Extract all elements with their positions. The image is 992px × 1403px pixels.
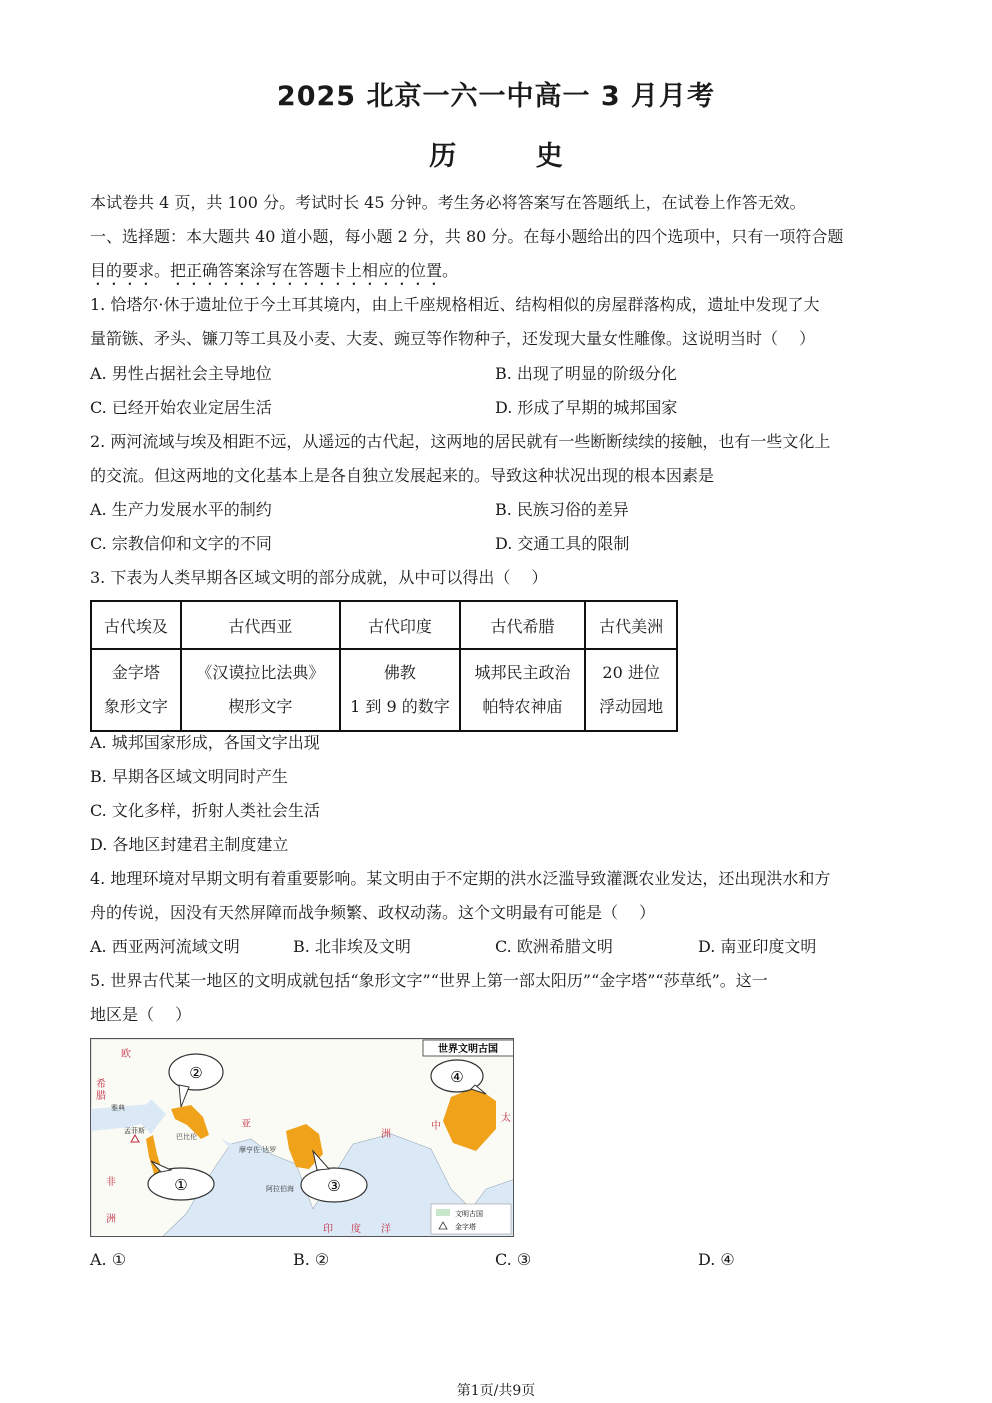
section-heading-line1: 一、选择题：本大题共 40 道小题，每小题 2 分，共 80 分。在每小题给出的四个选项中，只有一项符合题 bbox=[90, 227, 844, 246]
q4-option-c[interactable]: C. 欧洲希腊文明 bbox=[495, 937, 613, 956]
label-africa-1: 非 bbox=[106, 1177, 116, 1188]
q5-stem-line1: 5. 世界古代某一地区的文明成就包括“象形文字”“世界上第一部太阳历”“金字塔”“莎草纸”。这一 bbox=[90, 971, 768, 990]
cell-line: 浮动园地 bbox=[599, 697, 664, 716]
label-athens: 雅典 bbox=[111, 1104, 125, 1112]
q1-option-d[interactable]: D. 形成了早期的城邦国家 bbox=[495, 398, 678, 417]
label-pacific: 太 bbox=[501, 1113, 511, 1124]
table-header-cell: 古代美洲 bbox=[585, 601, 677, 649]
table-header-cell: 古代希腊 bbox=[460, 601, 586, 649]
table-cell bbox=[181, 649, 340, 731]
table-header-row bbox=[91, 601, 677, 649]
q4-stem-line1: 4. 地理环境对早期文明有着重要影响。某文明由于不定期的洪水泛滥导致灌溉农业发达，还出现洪水和方 bbox=[90, 869, 831, 888]
q5-option-c[interactable]: C. ③ bbox=[495, 1250, 532, 1269]
label-asia-2: 洲 bbox=[381, 1129, 391, 1140]
legend-swatch-civ bbox=[436, 1209, 450, 1216]
exam-instructions: 本试卷共 4 页，共 100 分。考试时长 45 分钟。考生务必将答案写在答题纸上，在试卷上作答无效。 bbox=[90, 193, 806, 212]
q1-option-b[interactable]: B. 出现了明显的阶级分化 bbox=[495, 364, 677, 383]
marker-4: ④ bbox=[450, 1068, 464, 1086]
cell-line: 1 到 9 的数字 bbox=[350, 697, 450, 716]
q4-option-a[interactable]: A. 西亚两河流域文明 bbox=[90, 937, 240, 956]
q2-stem-line1: 2. 两河流域与埃及相距不远，从遥远的古代起，这两地的居民就有一些断断续续的接触，也有一些文化上 bbox=[90, 432, 831, 451]
section-line2-text: 目的要求。把正确答案涂写在答题卡上 bbox=[90, 261, 363, 280]
label-arabian-sea: 阿拉伯海 bbox=[266, 1185, 294, 1193]
cell-line: 象形文字 bbox=[103, 697, 168, 716]
q2-stem-line2: 的交流。但这两地的文化基本上是各自独立发展起来的。导致这种状况出现的根本因素是 bbox=[90, 466, 715, 485]
page-number: 第1页/共9页 bbox=[456, 1383, 536, 1399]
world-civilizations-map bbox=[90, 1038, 514, 1237]
map-svg bbox=[91, 1039, 514, 1237]
table-cell bbox=[91, 649, 181, 731]
cell-line: 金字塔 bbox=[111, 663, 160, 682]
section-line2-emphasis: 相应的位置 bbox=[362, 261, 443, 280]
q4-option-b[interactable]: B. 北非埃及文明 bbox=[293, 937, 411, 956]
q3-option-b[interactable]: B. 早期各区域文明同时产生 bbox=[90, 767, 288, 786]
legend-pyramid-label: 金字塔 bbox=[455, 1223, 476, 1231]
label-asia-1: 亚 bbox=[241, 1119, 251, 1130]
q2-option-c[interactable]: C. 宗教信仰和文字的不同 bbox=[90, 534, 272, 553]
table-header-cell: 古代西亚 bbox=[181, 601, 340, 649]
legend-civ-label: 文明古国 bbox=[455, 1210, 483, 1218]
cell-line: 20 进位 bbox=[602, 663, 660, 682]
q5-stem-line2: 地区是（ ） bbox=[90, 1005, 192, 1024]
q2-option-d[interactable]: D. 交通工具的限制 bbox=[495, 534, 630, 553]
label-memphis: 孟菲斯 bbox=[124, 1127, 145, 1135]
q5-option-d[interactable]: D. ④ bbox=[698, 1250, 735, 1269]
label-greece-2: 腊 bbox=[96, 1091, 106, 1102]
label-babylon: 巴比伦 bbox=[176, 1133, 197, 1141]
q3-stem: 3. 下表为人类早期各区域文明的部分成就，从中可以得出（ ） bbox=[90, 568, 548, 587]
label-indian-ocean-3: 洋 bbox=[381, 1224, 391, 1235]
label-europe: 欧 bbox=[121, 1049, 131, 1060]
label-africa-2: 洲 bbox=[106, 1214, 116, 1225]
q3-option-c[interactable]: C. 文化多样，折射人类社会生活 bbox=[90, 801, 320, 820]
q3-option-a[interactable]: A. 城邦国家形成，各国文字出现 bbox=[90, 733, 320, 752]
q4-option-d[interactable]: D. 南亚印度文明 bbox=[698, 937, 817, 956]
q1-option-a[interactable]: A. 男性占据社会主导地位 bbox=[90, 364, 272, 383]
cell-line: 帕特农神庙 bbox=[482, 697, 563, 716]
q5-option-b[interactable]: B. ② bbox=[293, 1250, 330, 1269]
table-cell bbox=[460, 649, 586, 731]
q1-option-c[interactable]: C. 已经开始农业定居生活 bbox=[90, 398, 272, 417]
table-header-cell: 古代印度 bbox=[340, 601, 460, 649]
marker-3: ③ bbox=[327, 1177, 341, 1195]
table-cell bbox=[585, 649, 677, 731]
q3-option-d[interactable]: D. 各地区封建君主制度建立 bbox=[90, 835, 289, 854]
cell-line: 城邦民主政治 bbox=[474, 663, 571, 682]
q5-option-a[interactable]: A. ① bbox=[90, 1250, 127, 1269]
section-line2-end: 。 bbox=[442, 261, 459, 280]
cell-line: 《汉谟拉比法典》 bbox=[196, 663, 325, 682]
label-china: 中 bbox=[431, 1121, 441, 1132]
table-cell bbox=[340, 649, 460, 731]
q3-civilization-table bbox=[90, 600, 678, 732]
marker-1: ① bbox=[174, 1176, 188, 1194]
table-header-cell: 古代埃及 bbox=[91, 601, 181, 649]
q2-option-b[interactable]: B. 民族习俗的差异 bbox=[495, 500, 629, 519]
q4-stem-line2: 舟的传说，因没有天然屏障而战争频繁、政权动荡。这个文明最有可能是（ ） bbox=[90, 903, 656, 922]
section-heading-line2 bbox=[90, 261, 458, 289]
label-greece-1: 希 bbox=[96, 1079, 106, 1090]
map-title: 世界文明古国 bbox=[438, 1044, 498, 1055]
label-indian-ocean-2: 度 bbox=[351, 1224, 361, 1235]
cell-line: 楔形文字 bbox=[228, 697, 293, 716]
table-row bbox=[91, 649, 677, 731]
marker-2: ② bbox=[189, 1064, 203, 1082]
q2-option-a[interactable]: A. 生产力发展水平的制约 bbox=[90, 500, 272, 519]
q1-stem-line2: 量箭镞、矛头、镰刀等工具及小麦、大麦、豌豆等作物种子，还发现大量女性雕像。这说明当时（ ） bbox=[90, 329, 816, 348]
label-indian-ocean-1: 印 bbox=[323, 1224, 333, 1235]
label-mohenjo-daro: 摩亨佐·达罗 bbox=[239, 1146, 277, 1154]
q1-stem-line1: 1. 恰塔尔·休于遗址位于今土耳其境内，由上千座规格相近、结构相似的房屋群落构成，遗址中发现了大 bbox=[90, 295, 820, 314]
cell-line: 佛教 bbox=[383, 663, 416, 682]
subject-title: 历 史 bbox=[429, 141, 563, 172]
exam-title: 2025 北京一六一中高一 3 月月考 bbox=[276, 81, 716, 112]
